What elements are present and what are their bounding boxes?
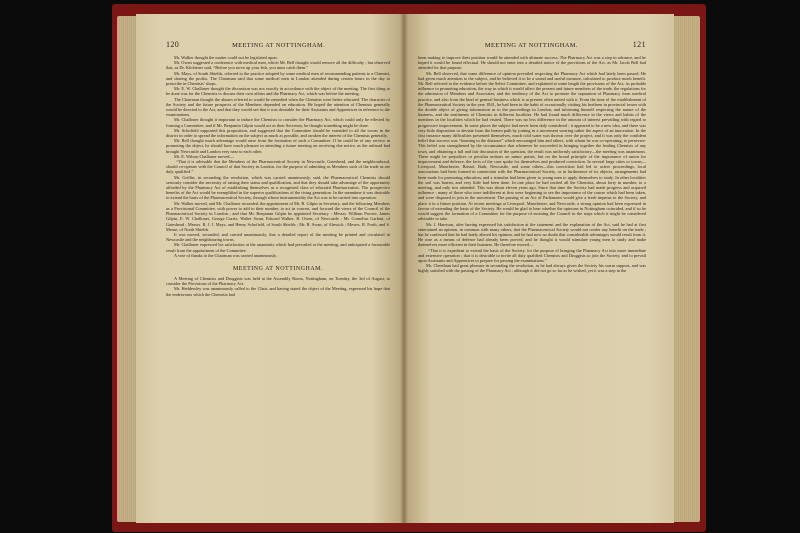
paragraph: Mr. Bell thought much advantage would arise from the formation of such a Committee. If he could be of any service in promoting the object, he should have much pleasure in attending a future meeting on receiving due notice, as the railroad had brought Newcastle and London very near to each other. bbox=[166, 138, 390, 154]
paragraph: Mr. Schofield supported this proposition, and suggested that the Committee should be extended to all the towns in the district in order to spread the information on the subject as much as possible, and awaken the interest of the Chemists generally. bbox=[166, 127, 390, 139]
right-page-number: 121 bbox=[632, 40, 646, 49]
paragraph: Mr. Owen suggested a conference with medical men, which Mr. Bell thought would remove all the difficulty ; but observed that, as Dr. Kitchener said, “Before you serve up your fish, you must catch them.” bbox=[166, 60, 390, 71]
right-page bbox=[404, 14, 674, 523]
paragraph: A Meeting of Chemists and Druggists was held at the Assembly Room, Nottingham, on Tuesday, the 3rd of August, to consider the Provisions of the Pharmacy Act. bbox=[166, 275, 390, 287]
paragraph: A vote of thanks to the Chairman was carried unanimously. bbox=[174, 252, 277, 258]
paragraph: It was moved, seconded, and carried unanimously, that a detailed report of the meeting be printed and circulated in Newcastle and the neighbouring towns. bbox=[166, 231, 390, 243]
book-gutter bbox=[400, 14, 408, 523]
left-body-text bbox=[166, 55, 390, 297]
paragraph: Mr. Bell observed, that some difference of opinion prevailed respecting the Pharmacy Act which had lately been passed. He had given much attention to the subject, and he believed it to be a sound and useful measure, calculated to produce much benefit. Mr. Bell referred to the evidence before the Select Committee, and explained at some length the provisions of the Act, its probable influence in promoting education, the way in which it would affect the present and future members of the trade, the regulations for the admission of Members and Associates, and the tendency of the Act to promote the separation of Pharmacy from medical practice, and also from the kind of general business which is at present often united with it. From the time of the establishment of the Pharmaceutical Society in the year 1841, he had been in the habit of occasionally visiting his brethren in provincial towns with the double object of giving information as to the proceedings in London, and informing himself respecting the nature of the business, and the sentiments of Chemists in different localities. He had found much difference in the views and habits of the members in the localities which he had visited. There was no less difference in the amount of interest prevailing with regard to progressive improvement. In some places the subject had never been duly considered ; it appeared to be a new idea, and there was very little disposition to deviate from the beaten path by joining in a movement wearing rather the aspect of an innovation. In the first instance many difficulties presented themselves, much cold water was thrown over the project, and it was only the confident belief that success was “looming in the distance” which encouraged him and others, with whom he was co-operating, to persevere. This belief was strengthened by the circumstance that whenever he succeeded in bringing together the leading Chemists of any town, and obtaining a full and fair discussion of the question, the result was uniformly satisfactory—the meeting was unanimous. There might be prejudices or peculiar notions on minor points, but on the broad principle of the importance of union for improvement and defence, the facts of the case spoke for themselves and produced conviction. In several large cities or towns—Liverpool, Manchester, Bristol, Bath, Newcastle, and some others—this conviction had led to active proceedings, local associations had been formed in connection with the Pharmaceutical Society, or in furtherance of its objects, arrangements had been made for promoting education, and a stimulus had been given to young men to apply themselves to study. In other localities the soil was barren, and very little had been done. In one place he had invited all the Chemists, about forty in number, to a meeting, and only two attended. This was about eleven years ago. Since that time the Society had made progress and acquired influence ; many of those who were indifferent at first were beginning to see the importance of the course which had been taken, and were disposed to join in the movement. The passing of an Act of Parliament would give a fresh impetus to the Society, and place it in a firmer position. At recent meetings at Liverpool, Manchester, and Newcastle, a strong opinion had been expressed in favour of extending the basis of the Society. He would be glad to hear whether the opinions in Nottingham coincided, and if so he would suggest the formation of a Committee for the purpose of assisting the Council in the steps which it might be considered advisable to take. bbox=[418, 70, 646, 222]
paragraph: Mr. Challoner thought it important to induce the Chemists to consider the Pharmacy Act, which could only be effected by forming a Committee, and if Mr. Benjamin Gilpin would act as their Secretary, he thought something might be done. bbox=[166, 117, 390, 128]
paragraph: Mr. E. W. Challoner thought the discussion was not exactly in accordance with the object of the meeting. The first thing to be done was for the Chemists to discuss their own affairs and the Pharmacy Act, which was before the meeting. bbox=[166, 86, 390, 97]
paragraph: Mr. E. Wilson Challoner moved— bbox=[174, 153, 234, 159]
left-page-number: 120 bbox=[166, 40, 180, 49]
paragraph: The Chairman thought the abuses referred to would be remedied when the Chemists were better educated. The character of the Society and the future prospects of the Members depended on education. He hoped the attention of Chemists generally would be directed to the Act, and that they would see that it was desirable for their Assistants and Apprentices in reference to the examinations. bbox=[166, 96, 390, 118]
paragraph: Mr. Challoner expressed his satisfaction at the unanimity which had prevailed at the meeting, and anticipated a favourable result from the appointment of the Committee. bbox=[166, 242, 390, 253]
paragraph: Mr. Cheetham had great pleasure in seconding the resolution, as he had always given the Society his warm support, and was highly satisfied with the passing of the Pharmacy Act ; although it did not go so far as he wished, yet it was a step in the bbox=[418, 263, 646, 274]
right-body-text bbox=[418, 55, 646, 274]
section-title: MEETING AT NOTTINGHAM. bbox=[232, 265, 324, 272]
paragraph: Mr. Heddersley was unanimously called to the Chair, and having stated the object of the Meeting, expressed his hope that the endeavours which the Chemists had bbox=[166, 286, 390, 297]
left-running-head bbox=[166, 40, 390, 49]
resolution-quote: “That it is expedient to extend the basis of the Society, for the purpose of bringing the Pharmacy Act into more immediate and extensive operation ; that it is desirable to invite all duly qualified Chemists and Druggists to join the Society, and to prevail upon Assistants and Apprentices to prepare for passing the examinations.” bbox=[418, 247, 646, 263]
right-running-head bbox=[418, 40, 646, 49]
paragraph: been making to improve their position would be attended with ultimate success. The Pharmacy Act was a step in advance, and he hoped it would be found effectual. He should not enter into a detailed notice of the provisions of the Act, as Mr. Jacob Bell had attended for that purpose. bbox=[418, 55, 646, 71]
paragraph: Mr. Griffin, in seconding the resolution, which was carried unanimously, said, the Pharmaceutical Chemists should seriously consider the necessity of raising their status and qualification, and that they should take advantage of the opportunity afforded by the Pharmacy Act of establishing themselves as a recognised class of educated Pharmaceutists. The prospective benefits of the Act would be exemplified in the superior qualifications of the rising generation. In the meantime it was desirable to extend the basis of the Pharmaceutical Society, through whose instrumentality the Act was to be carried into operation. bbox=[166, 174, 390, 201]
page-edges-right bbox=[672, 16, 700, 522]
left-running-title: MEETING AT NOTTINGHAM. bbox=[232, 42, 326, 49]
resolution-quote: “That it is advisable that the Members of the Pharmaceutical Society in Newcastle, Gateshead, and the neighbourhood, should co-operate with the Council of that Society in London, for the purpose of admitting as Members such of the trade as are duly qualified.” bbox=[166, 159, 390, 175]
paragraph: Mr. J. Harrison, after having expressed his satisfaction at the statement and the explanation of the Act, said he had at first entertained an opinion, in common with many others, that the Pharmaceutical Society would not confer any benefit on the trade ; but he confessed that he had lately altered his opinion, and he had now no doubt that considerable advantages would result from it. He rose as a means of defence had already been proved, and he thought it would stimulate young men to study and make themselves more efficient in their business. He therefore moved— bbox=[418, 221, 646, 248]
paragraph: Mr. Walker thought the matter could not be legislated upon. bbox=[174, 55, 278, 60]
right-running-title: MEETING AT NOTTINGHAM. bbox=[484, 42, 578, 49]
paragraph: Mr. Mays, of South Shields, referred to the practice adopted by some medical men of recommending patients to a Chemist, and sharing the profits. The Chairman said that some medical men in London attended during certain hours in the day to prescribe in Chemists’ shops. bbox=[166, 70, 390, 87]
left-page bbox=[136, 14, 404, 523]
paragraph: Mr. Walker moved, and Mr. Challoner seconded, the appointment of Mr. B. Gilpin as Secretary, and the following Members as a Provisional Committee, with power to add to their number, to act in concert, and forward the views of the Council of the Pharmaceutical Society in London ; and that Mr. Benjamin Gilpin be appointed Secretary : Messrs. William Procter, James Gilpin, E. W. Challoner, George Currie, Walter Swan, Edward Walker, R. Owen, of Newcastle ; Mr. Cornelius Garbutt, of Gateshead ; Messrs. R. J. J. Mays, and Henry Schofield, of South Shields ; Mr. R. Swan, of Alnwick ; Messrs. R. Forth, and S. Mease, of North Shields. bbox=[166, 200, 390, 232]
